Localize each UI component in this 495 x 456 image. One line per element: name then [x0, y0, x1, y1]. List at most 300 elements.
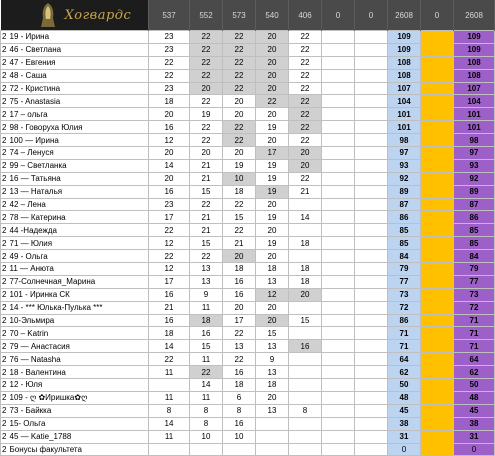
table-row[interactable]	[1, 391, 495, 404]
table-row[interactable]	[1, 443, 495, 456]
highlight-cell[interactable]	[421, 379, 454, 392]
score-cell[interactable]: 17	[223, 314, 256, 327]
row-number-cell[interactable]: 2	[2, 84, 7, 93]
highlight-cell[interactable]	[421, 288, 454, 301]
empty-cell[interactable]	[355, 56, 388, 69]
name-cell[interactable]: 12 - Юля	[8, 379, 149, 392]
points-cell[interactable]: 107	[454, 82, 495, 95]
total-cell[interactable]: 84	[388, 250, 421, 263]
table-row[interactable]	[1, 95, 495, 108]
score-cell[interactable]: 22	[223, 121, 256, 134]
table-row[interactable]	[1, 198, 495, 211]
score-cell[interactable]: 12	[149, 134, 190, 147]
row-number-cell[interactable]: 2	[2, 393, 7, 403]
score-cell[interactable]: 15	[190, 237, 223, 250]
score-cell[interactable]: 15	[190, 340, 223, 353]
total-cell[interactable]: 71	[388, 327, 421, 340]
score-cell[interactable]: 22	[223, 134, 256, 147]
total-cell[interactable]: 101	[388, 108, 421, 121]
score-cell[interactable]: 11	[149, 366, 190, 379]
score-cell[interactable]: 23	[149, 43, 190, 56]
table-row[interactable]	[1, 288, 495, 301]
score-cell[interactable]: 22	[223, 56, 256, 69]
score-cell[interactable]: 22	[190, 56, 223, 69]
name-cell[interactable]: 79 — Анастасия	[8, 340, 149, 353]
empty-cell[interactable]	[355, 43, 388, 56]
empty-cell[interactable]	[355, 69, 388, 82]
score-cell[interactable]: 11	[190, 353, 223, 366]
empty-cell[interactable]	[355, 391, 388, 404]
row-number-cell[interactable]: 2	[2, 96, 7, 106]
highlight-cell[interactable]	[421, 43, 454, 56]
score-cell[interactable]: 18	[256, 379, 289, 392]
score-cell[interactable]: 18	[223, 185, 256, 198]
score-cell[interactable]: 18	[149, 95, 190, 108]
highlight-cell[interactable]	[421, 82, 454, 95]
points-cell[interactable]: 98	[454, 134, 495, 147]
name-cell[interactable]: 44 -Надежда	[8, 224, 149, 237]
score-cell[interactable]: 11	[190, 391, 223, 404]
empty-cell[interactable]	[322, 366, 355, 379]
score-cell[interactable]: 22	[149, 56, 190, 69]
highlight-cell[interactable]	[421, 95, 454, 108]
score-cell[interactable]: 22	[289, 121, 322, 134]
empty-cell[interactable]	[322, 69, 355, 82]
score-cell[interactable]: 22	[289, 108, 322, 121]
col-header[interactable]: 0	[355, 0, 388, 31]
empty-cell[interactable]	[355, 263, 388, 276]
row-number-cell[interactable]: 2	[2, 367, 7, 377]
row-number-cell[interactable]: 2	[2, 238, 7, 248]
row-number-cell[interactable]: 2	[2, 161, 7, 171]
highlight-cell[interactable]	[421, 224, 454, 237]
highlight-cell[interactable]	[421, 108, 454, 121]
points-cell[interactable]: 101	[454, 108, 495, 121]
score-cell[interactable]: 11	[149, 430, 190, 443]
empty-cell[interactable]	[322, 417, 355, 430]
name-cell[interactable]: 72 - Кристина	[8, 82, 149, 95]
empty-cell[interactable]	[322, 134, 355, 147]
total-cell[interactable]: 71	[388, 340, 421, 353]
name-cell[interactable]: 70 – Katrin	[8, 327, 149, 340]
total-cell[interactable]: 31	[388, 430, 421, 443]
score-cell[interactable]: 20	[256, 43, 289, 56]
name-cell[interactable]: 15- Ольга	[8, 417, 149, 430]
total-cell[interactable]: 87	[388, 198, 421, 211]
score-cell[interactable]	[289, 391, 322, 404]
total-cell[interactable]: 64	[388, 353, 421, 366]
table-row[interactable]	[1, 134, 495, 147]
points-cell[interactable]: 64	[454, 353, 495, 366]
score-cell[interactable]: 22	[190, 69, 223, 82]
score-cell[interactable]: 22	[289, 69, 322, 82]
highlight-cell[interactable]	[421, 391, 454, 404]
points-cell[interactable]: 101	[454, 121, 495, 134]
total-cell[interactable]: 108	[388, 56, 421, 69]
table-row[interactable]	[1, 327, 495, 340]
score-cell[interactable]: 18	[190, 314, 223, 327]
score-cell[interactable]: 20	[289, 159, 322, 172]
empty-cell[interactable]	[355, 211, 388, 224]
score-cell[interactable]: 18	[256, 263, 289, 276]
total-cell[interactable]: 62	[388, 366, 421, 379]
row-number-cell[interactable]: 2	[2, 251, 7, 261]
highlight-cell[interactable]	[421, 121, 454, 134]
row-number-cell[interactable]: 2	[2, 444, 7, 454]
score-cell[interactable]: 22	[149, 353, 190, 366]
score-cell[interactable]: 19	[256, 172, 289, 185]
score-cell[interactable]: 14	[149, 340, 190, 353]
col-header[interactable]: 2608	[454, 0, 495, 31]
empty-cell[interactable]	[322, 31, 355, 44]
name-cell[interactable]: 11 — Анюта	[8, 263, 149, 276]
table-row[interactable]	[1, 250, 495, 263]
empty-cell[interactable]	[322, 250, 355, 263]
score-cell[interactable]: 8	[149, 404, 190, 417]
name-cell[interactable]: 109 - ღ ✿Иришка✿ღ	[8, 391, 149, 404]
score-cell[interactable]: 9	[256, 353, 289, 366]
highlight-cell[interactable]	[421, 353, 454, 366]
score-cell[interactable]: 22	[223, 82, 256, 95]
points-cell[interactable]: 108	[454, 56, 495, 69]
empty-cell[interactable]	[322, 159, 355, 172]
row-number-cell[interactable]: 2	[2, 174, 7, 184]
points-cell[interactable]: 71	[454, 327, 495, 340]
empty-cell[interactable]	[322, 263, 355, 276]
score-cell[interactable]: 21	[190, 211, 223, 224]
score-cell[interactable]: 15	[223, 211, 256, 224]
total-cell[interactable]: 97	[388, 147, 421, 160]
total-cell[interactable]: 92	[388, 172, 421, 185]
name-cell[interactable]: 48 - Саша	[8, 69, 149, 82]
points-cell[interactable]: 89	[454, 185, 495, 198]
score-cell[interactable]	[289, 443, 322, 456]
score-cell[interactable]: 20	[256, 82, 289, 95]
empty-cell[interactable]	[355, 237, 388, 250]
row-number-cell[interactable]: 2	[2, 303, 7, 313]
score-cell[interactable]: 22	[190, 121, 223, 134]
points-cell[interactable]: 109	[454, 43, 495, 56]
table-row[interactable]	[1, 172, 495, 185]
score-cell[interactable]: 22	[223, 198, 256, 211]
score-cell[interactable]	[289, 224, 322, 237]
score-cell[interactable]: 19	[256, 211, 289, 224]
score-cell[interactable]: 8	[190, 417, 223, 430]
col-header[interactable]: 552	[190, 0, 223, 31]
empty-cell[interactable]	[322, 224, 355, 237]
name-cell[interactable]: 19 - Ирина	[8, 31, 149, 44]
name-cell[interactable]: 42 – Лена	[8, 198, 149, 211]
score-cell[interactable]: 22	[289, 56, 322, 69]
score-cell[interactable]: 21	[149, 301, 190, 314]
row-number-cell[interactable]: 2	[2, 264, 7, 274]
score-cell[interactable]: 20	[256, 31, 289, 44]
score-cell[interactable]: 21	[223, 237, 256, 250]
score-cell[interactable]	[289, 198, 322, 211]
highlight-cell[interactable]	[421, 69, 454, 82]
score-cell[interactable]: 16	[223, 417, 256, 430]
score-cell[interactable]: 12	[256, 288, 289, 301]
empty-cell[interactable]	[355, 185, 388, 198]
points-cell[interactable]: 50	[454, 379, 495, 392]
score-cell[interactable]: 13	[256, 366, 289, 379]
score-cell[interactable]: 20	[256, 250, 289, 263]
score-cell[interactable]: 16	[289, 340, 322, 353]
table-row[interactable]	[1, 301, 495, 314]
table-row[interactable]	[1, 430, 495, 443]
score-cell[interactable]: 14	[149, 159, 190, 172]
score-cell[interactable]: 22	[190, 366, 223, 379]
table-row[interactable]	[1, 417, 495, 430]
highlight-cell[interactable]	[421, 198, 454, 211]
score-cell[interactable]: 20	[149, 108, 190, 121]
row-number-cell[interactable]: 2	[2, 225, 7, 235]
highlight-cell[interactable]	[421, 159, 454, 172]
score-cell[interactable]: 16	[149, 185, 190, 198]
score-cell[interactable]: 20	[223, 108, 256, 121]
empty-cell[interactable]	[322, 430, 355, 443]
highlight-cell[interactable]	[421, 443, 454, 456]
name-cell[interactable]: 99 – Светланка	[8, 159, 149, 172]
score-cell[interactable]: 20	[256, 56, 289, 69]
highlight-cell[interactable]	[421, 250, 454, 263]
col-header[interactable]: 2608	[388, 0, 421, 31]
highlight-cell[interactable]	[421, 56, 454, 69]
empty-cell[interactable]	[355, 288, 388, 301]
score-cell[interactable]	[223, 443, 256, 456]
score-cell[interactable]	[149, 443, 190, 456]
col-header[interactable]: 0	[322, 0, 355, 31]
highlight-cell[interactable]	[421, 172, 454, 185]
score-cell[interactable]: 10	[223, 430, 256, 443]
score-cell[interactable]: 16	[223, 366, 256, 379]
table-row[interactable]	[1, 275, 495, 288]
empty-cell[interactable]	[355, 82, 388, 95]
empty-cell[interactable]	[322, 198, 355, 211]
score-cell[interactable]: 18	[289, 237, 322, 250]
empty-cell[interactable]	[355, 379, 388, 392]
empty-cell[interactable]	[355, 198, 388, 211]
name-cell[interactable]: 16 — Татьяна	[8, 172, 149, 185]
points-cell[interactable]: 71	[454, 314, 495, 327]
highlight-cell[interactable]	[421, 417, 454, 430]
score-cell[interactable]: 16	[149, 314, 190, 327]
points-cell[interactable]: 31	[454, 430, 495, 443]
empty-cell[interactable]	[355, 224, 388, 237]
col-header[interactable]: 540	[256, 0, 289, 31]
name-cell[interactable]: 13 — Наталья	[8, 185, 149, 198]
score-cell[interactable]: 19	[256, 121, 289, 134]
table-row[interactable]	[1, 69, 495, 82]
total-cell[interactable]: 73	[388, 288, 421, 301]
empty-cell[interactable]	[355, 443, 388, 456]
points-cell[interactable]: 87	[454, 198, 495, 211]
score-cell[interactable]: 22	[190, 134, 223, 147]
row-number-cell[interactable]: 2	[2, 277, 7, 287]
score-cell[interactable]	[289, 379, 322, 392]
total-cell[interactable]: 86	[388, 211, 421, 224]
row-number-cell[interactable]: 2	[2, 290, 7, 300]
score-cell[interactable]	[149, 379, 190, 392]
points-cell[interactable]: 48	[454, 391, 495, 404]
score-cell[interactable]: 15	[190, 185, 223, 198]
score-cell[interactable]: 22	[190, 95, 223, 108]
score-cell[interactable]: 22	[149, 250, 190, 263]
score-cell[interactable]: 6	[223, 391, 256, 404]
points-cell[interactable]: 108	[454, 69, 495, 82]
points-cell[interactable]: 85	[454, 224, 495, 237]
name-cell[interactable]: 10-Эльмира	[8, 314, 149, 327]
score-cell[interactable]: 20	[149, 147, 190, 160]
empty-cell[interactable]	[322, 56, 355, 69]
name-cell[interactable]: 77-Солнечная_Марина	[8, 275, 149, 288]
col-header[interactable]: 406	[289, 0, 322, 31]
score-cell[interactable]: 20	[223, 95, 256, 108]
score-cell[interactable]: 16	[223, 288, 256, 301]
score-cell[interactable]	[289, 417, 322, 430]
empty-cell[interactable]	[355, 31, 388, 44]
table-row[interactable]	[1, 237, 495, 250]
points-cell[interactable]: 92	[454, 172, 495, 185]
score-cell[interactable]: 22	[289, 43, 322, 56]
table-row[interactable]	[1, 211, 495, 224]
score-cell[interactable]: 10	[223, 172, 256, 185]
name-cell[interactable]: 14 - *** Юлька-Пулька ***	[8, 301, 149, 314]
score-cell[interactable]: 13	[190, 275, 223, 288]
score-cell[interactable]: 22	[289, 82, 322, 95]
score-cell[interactable]: 20	[256, 301, 289, 314]
empty-cell[interactable]	[355, 121, 388, 134]
row-number-cell[interactable]: 2	[2, 71, 7, 81]
points-cell[interactable]: 109	[454, 31, 495, 44]
points-cell[interactable]: 77	[454, 275, 495, 288]
row-number-cell[interactable]: 2	[2, 354, 7, 364]
score-cell[interactable]	[289, 301, 322, 314]
name-cell[interactable]: 101 - Иринка СК	[8, 288, 149, 301]
empty-cell[interactable]	[322, 185, 355, 198]
score-cell[interactable]: 13	[223, 340, 256, 353]
score-cell[interactable]: 20	[149, 172, 190, 185]
highlight-cell[interactable]	[421, 263, 454, 276]
score-cell[interactable]: 18	[223, 263, 256, 276]
row-number-cell[interactable]: 2	[2, 380, 7, 390]
total-cell[interactable]: 85	[388, 237, 421, 250]
empty-cell[interactable]	[355, 340, 388, 353]
score-cell[interactable]: 11	[149, 391, 190, 404]
score-cell[interactable]: 22	[256, 95, 289, 108]
score-cell[interactable]: 9	[190, 288, 223, 301]
empty-cell[interactable]	[355, 159, 388, 172]
score-cell[interactable]: 8	[289, 404, 322, 417]
empty-cell[interactable]	[322, 327, 355, 340]
score-cell[interactable]: 15	[289, 314, 322, 327]
empty-cell[interactable]	[322, 95, 355, 108]
score-cell[interactable]: 10	[190, 430, 223, 443]
score-cell[interactable]: 11	[190, 301, 223, 314]
row-number-cell[interactable]: 2	[2, 135, 7, 145]
points-cell[interactable]: 86	[454, 211, 495, 224]
score-cell[interactable]: 20	[223, 301, 256, 314]
name-cell[interactable]: 100 — Ирина	[8, 134, 149, 147]
total-cell[interactable]: 109	[388, 31, 421, 44]
empty-cell[interactable]	[355, 172, 388, 185]
name-cell[interactable]: 45 — Katie_1788	[8, 430, 149, 443]
score-cell[interactable]: 22	[223, 224, 256, 237]
name-cell[interactable]: Бонусы факультета	[8, 443, 149, 456]
score-cell[interactable]: 22	[149, 224, 190, 237]
highlight-cell[interactable]	[421, 314, 454, 327]
score-cell[interactable]: 17	[149, 275, 190, 288]
highlight-cell[interactable]	[421, 340, 454, 353]
empty-cell[interactable]	[322, 404, 355, 417]
score-cell[interactable]: 21	[190, 159, 223, 172]
score-cell[interactable]: 19	[256, 185, 289, 198]
score-cell[interactable]	[256, 417, 289, 430]
row-number-cell[interactable]: 2	[2, 32, 7, 42]
name-cell[interactable]: 74 – Ленуся	[8, 147, 149, 160]
col-header[interactable]: 0	[421, 0, 454, 31]
score-cell[interactable]: 20	[256, 391, 289, 404]
total-cell[interactable]: 38	[388, 417, 421, 430]
score-cell[interactable]: 23	[149, 82, 190, 95]
highlight-cell[interactable]	[421, 134, 454, 147]
total-cell[interactable]: 72	[388, 301, 421, 314]
row-number-cell[interactable]: 2	[2, 406, 7, 416]
name-cell[interactable]: 98 - Говоруха Юлия	[8, 121, 149, 134]
points-cell[interactable]: 85	[454, 237, 495, 250]
highlight-cell[interactable]	[421, 147, 454, 160]
score-cell[interactable]	[289, 430, 322, 443]
score-cell[interactable]: 8	[223, 404, 256, 417]
score-cell[interactable]: 20	[256, 134, 289, 147]
score-cell[interactable]: 17	[256, 147, 289, 160]
row-number-cell[interactable]: 2	[2, 328, 7, 338]
table-row[interactable]	[1, 314, 495, 327]
highlight-cell[interactable]	[421, 404, 454, 417]
total-cell[interactable]: 98	[388, 134, 421, 147]
name-cell[interactable]: 46 - Светлана	[8, 43, 149, 56]
empty-cell[interactable]	[322, 108, 355, 121]
score-cell[interactable]: 13	[256, 404, 289, 417]
score-cell[interactable]: 21	[190, 172, 223, 185]
row-number-cell[interactable]: 2	[2, 109, 7, 119]
col-header[interactable]: 537	[149, 0, 190, 31]
empty-cell[interactable]	[355, 327, 388, 340]
highlight-cell[interactable]	[421, 430, 454, 443]
score-cell[interactable]: 21	[190, 224, 223, 237]
score-cell[interactable]: 15	[256, 327, 289, 340]
total-cell[interactable]: 89	[388, 185, 421, 198]
total-cell[interactable]: 93	[388, 159, 421, 172]
row-number-cell[interactable]: 2	[2, 419, 7, 429]
score-cell[interactable]: 20	[190, 147, 223, 160]
row-number-cell[interactable]: 2	[2, 58, 7, 68]
points-cell[interactable]: 38	[454, 417, 495, 430]
table-row[interactable]	[1, 185, 495, 198]
table-row[interactable]	[1, 159, 495, 172]
score-cell[interactable]: 22	[190, 43, 223, 56]
total-cell[interactable]: 86	[388, 314, 421, 327]
highlight-cell[interactable]	[421, 211, 454, 224]
score-cell[interactable]: 22	[289, 134, 322, 147]
name-cell[interactable]: 17 – ольга	[8, 108, 149, 121]
empty-cell[interactable]	[322, 288, 355, 301]
empty-cell[interactable]	[322, 353, 355, 366]
points-cell[interactable]: 79	[454, 263, 495, 276]
score-cell[interactable]: 22	[190, 250, 223, 263]
table-row[interactable]	[1, 121, 495, 134]
name-cell[interactable]: 78 — Катерина	[8, 211, 149, 224]
